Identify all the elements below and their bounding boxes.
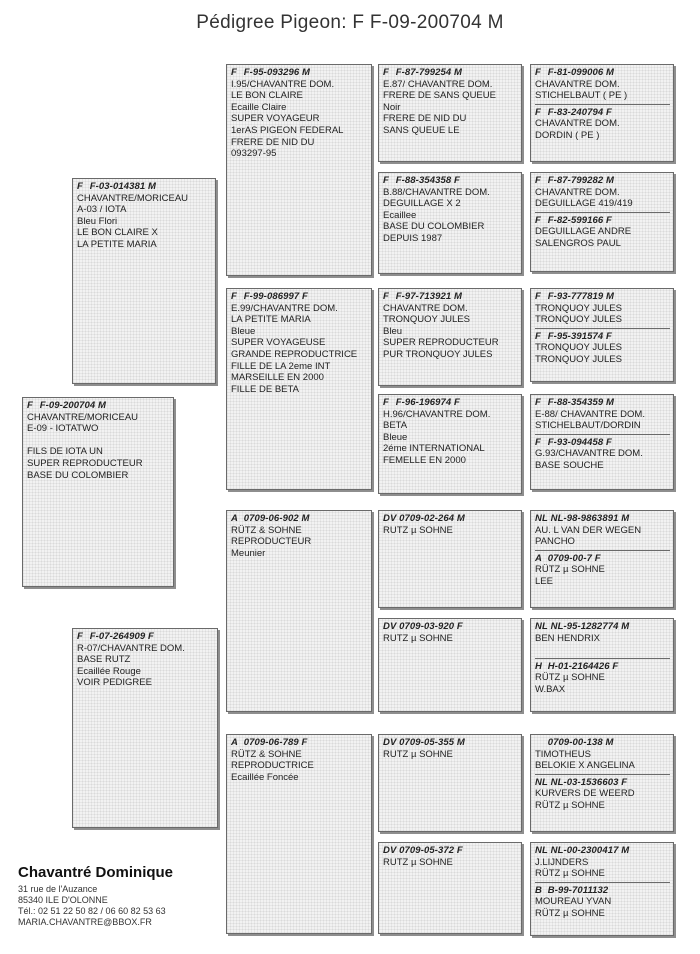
ring-id: 0709-00-138 M xyxy=(547,737,614,748)
sire-sire-sire-card xyxy=(378,64,522,162)
dam-sire-dam-card xyxy=(378,618,522,712)
ring-id: F-93-094458 F xyxy=(547,436,612,448)
ring-id: F-95-391574 F xyxy=(547,330,612,342)
pedigree-line: LE BON CLAIRE X xyxy=(77,227,158,239)
pedigree-line: AU. L VAN DER WEGEN xyxy=(535,524,642,536)
pedigree-line: SUPER VOYAGEUSE xyxy=(231,337,326,349)
sire-card xyxy=(72,178,216,384)
ring-number xyxy=(535,215,670,227)
ring-number xyxy=(535,331,670,343)
country-code: F xyxy=(535,175,541,186)
pedigree-line: BASE RUTZ xyxy=(77,654,131,666)
country-code: A xyxy=(231,737,238,748)
ancestor-section xyxy=(535,212,670,250)
breeder-contact xyxy=(18,864,173,928)
ancestor-section xyxy=(535,550,670,588)
pedigree-line: SUPER VOYAGEUR xyxy=(231,113,320,125)
pedigree-line: 2éme INTERNATIONAL xyxy=(383,443,485,455)
pedigree-line: G.93/CHAVANTRE DOM. xyxy=(535,448,643,460)
pedigree-line: RUTZ µ SOHNE xyxy=(383,524,453,536)
pedigree-line: TRONQUOY JULES xyxy=(535,353,622,365)
ring-id: F-03-014381 M xyxy=(89,181,157,192)
sire-dam-sire-card xyxy=(378,288,522,386)
ring-number xyxy=(383,737,518,749)
ring-number xyxy=(77,181,212,193)
pedigree-line: RÜTZ & SOHNE xyxy=(231,748,302,760)
pedigree-line: CHAVANTRE/MORICEAU xyxy=(77,192,189,204)
ancestor-section xyxy=(535,774,670,812)
pedigree-line: A-03 / IOTA xyxy=(77,204,127,216)
ring-id: 0709-06-789 F xyxy=(243,737,308,748)
pedigree-line: RÜTZ µ SOHNE xyxy=(535,907,605,919)
pedigree-line: FILLE DE BETA xyxy=(231,383,299,395)
pedigree-line: DEGUILLAGE X 2 xyxy=(383,198,461,210)
ancestor-section xyxy=(535,882,670,920)
ring-id: 0709-02-264 M xyxy=(399,513,465,524)
pedigree-line: CHAVANTRE DOM. xyxy=(535,186,620,198)
ring-number xyxy=(383,621,518,633)
pedigree-line: CHAVANTRE DOM. xyxy=(535,118,620,130)
ring-id: 0709-05-372 F xyxy=(399,845,463,856)
pedigree-line: PUR TRONQUOY JULES xyxy=(383,348,493,360)
pedigree-line: KURVERS DE WEERD xyxy=(535,788,635,800)
pedigree-line: STICHELBAUT/DORDIN xyxy=(535,420,641,432)
pedigree-line: BEN HENDRIX xyxy=(535,632,600,644)
great-grandparents-card-5 xyxy=(530,510,674,608)
ring-number xyxy=(383,845,518,857)
pedigree-line: TIMOTHEUS xyxy=(535,748,591,760)
pedigree-line: TRONQUOY JULES xyxy=(535,314,622,326)
ring-id: NL-98-9863891 M xyxy=(550,513,630,524)
ring-number xyxy=(383,397,518,409)
country-code: F xyxy=(27,400,33,411)
ring-id: F-93-777819 M xyxy=(547,291,615,302)
ring-id: F-97-713921 M xyxy=(395,291,463,302)
pedigree-line: Bleue xyxy=(231,325,256,337)
pedigree-line: FEMELLE EN 2000 xyxy=(383,454,466,466)
ancestor-section xyxy=(535,434,670,472)
sire-sire-card xyxy=(226,64,372,276)
country-code: F xyxy=(535,67,541,78)
pedigree-line: CHAVANTRE/MORICEAU xyxy=(27,411,139,423)
breeder-city: 85340 ILE D'OLONNE xyxy=(18,895,108,905)
pedigree-line: E.87/ CHAVANTRE DOM. xyxy=(383,78,493,90)
pedigree-line: MOUREAU YVAN xyxy=(535,896,612,908)
ring-number xyxy=(535,845,670,857)
sire-sire-dam-card xyxy=(378,172,522,274)
pedigree-line: DEGUILLAGE ANDRE xyxy=(535,226,632,238)
breeder-email: MARIA.CHAVANTRE@BBOX.FR xyxy=(18,917,152,927)
dam-sire-sire-card xyxy=(378,510,522,608)
page-title: Pédigree Pigeon: F F-09-200704 M xyxy=(196,12,504,33)
pedigree-line: 1erAS PIGEON FEDERAL xyxy=(231,124,344,136)
country-code: F xyxy=(535,436,541,448)
ring-number xyxy=(231,737,368,749)
ring-number xyxy=(535,513,670,525)
pedigree-line: Bleu Flori xyxy=(77,215,118,227)
dam-dam-card xyxy=(226,734,372,934)
ring-number xyxy=(535,777,670,789)
pedigree-line: DORDIN ( PE ) xyxy=(535,129,600,141)
ring-id: F-95-093296 M xyxy=(243,67,311,78)
ring-id: F-87-799282 M xyxy=(547,175,615,186)
pedigree-line: SUPER REPRODUCTEUR xyxy=(27,457,143,469)
ancestor-section xyxy=(535,104,670,142)
pedigree-line: LE BON CLAIRE xyxy=(231,90,303,102)
ring-id: F-99-086997 F xyxy=(243,291,308,302)
pedigree-line: SANS QUEUE LE xyxy=(383,124,460,136)
breeder-address: 31 rue de l'Auzance xyxy=(18,884,98,894)
pedigree-line xyxy=(535,644,670,656)
ring-number xyxy=(383,291,518,303)
pedigree-line: MARSEILLE EN 2000 xyxy=(231,372,324,384)
country-code: DV xyxy=(383,513,397,524)
country-code: F xyxy=(383,397,389,408)
pedigree-line: GRANDE REPRODUCTRICE xyxy=(231,348,358,360)
pedigree-line: BASE DU COLOMBIER xyxy=(27,469,129,481)
breeder-name: Chavantré Dominique xyxy=(18,864,174,881)
pedigree-line: I.95/CHAVANTRE DOM. xyxy=(231,78,335,90)
ring-number xyxy=(77,631,214,643)
ring-id: F-87-799254 M xyxy=(395,67,463,78)
pedigree-line: TRONQUOY JULES xyxy=(535,342,622,354)
country-code: DV xyxy=(383,845,397,856)
pedigree-line: RUTZ µ SOHNE xyxy=(383,856,453,868)
ring-number xyxy=(535,621,670,633)
ring-id: F-81-099006 M xyxy=(547,67,615,78)
country-code: A xyxy=(535,552,542,564)
pedigree-line: RÜTZ & SOHNE xyxy=(231,524,302,536)
pedigree-line: LA PETITE MARIA xyxy=(77,238,157,250)
pedigree-line: CHAVANTRE DOM. xyxy=(535,78,620,90)
ring-number xyxy=(535,291,670,303)
pedigree-line: REPRODUCTEUR xyxy=(231,536,312,548)
sire-dam-dam-card xyxy=(378,394,522,494)
country-code: NL xyxy=(535,845,548,856)
ring-number xyxy=(383,513,518,525)
pedigree-line: CHAVANTRE DOM. xyxy=(383,302,468,314)
ring-number xyxy=(535,737,670,749)
great-grandparents-card-6 xyxy=(530,618,674,712)
pedigree-line: H.96/CHAVANTRE DOM. xyxy=(383,408,491,420)
ring-id: H-01-2164426 F xyxy=(547,660,619,672)
ring-number xyxy=(535,661,670,673)
pedigree-line: RÜTZ µ SOHNE xyxy=(535,868,605,880)
country-code: NL xyxy=(535,513,548,524)
ring-id: F-09-200704 M xyxy=(39,400,107,411)
country-code: B xyxy=(535,884,542,896)
ring-id: B-99-7011132 xyxy=(547,884,609,896)
ancestor-section xyxy=(535,291,670,326)
country-code: DV xyxy=(383,737,397,748)
ring-id: F-88-354358 F xyxy=(395,175,460,186)
ring-id: 0709-03-920 F xyxy=(399,621,463,632)
great-grandparents-card-4 xyxy=(530,394,674,490)
pedigree-line: B.88/CHAVANTRE DOM. xyxy=(383,186,490,198)
country-code: F xyxy=(231,291,237,302)
country-code: F xyxy=(535,106,541,118)
dam-dam-dam-card xyxy=(378,842,522,934)
pedigree-line: RÜTZ µ SOHNE xyxy=(535,672,605,684)
ring-id: F-82-599166 F xyxy=(547,214,612,226)
pedigree-line: RÜTZ µ SOHNE xyxy=(535,799,605,811)
pedigree-line: SUPER REPRODUCTEUR xyxy=(383,337,499,349)
pedigree-line: Ecaillée Rouge xyxy=(77,665,141,677)
ancestor-section xyxy=(535,328,670,366)
country-code: H xyxy=(535,660,542,672)
country-code: NL xyxy=(535,776,548,788)
ring-id: F-88-354359 M xyxy=(547,397,615,408)
pedigree-line: BASE SOUCHE xyxy=(535,459,604,471)
pedigree-line: FRERE DE NID DU xyxy=(383,113,467,125)
country-code: F xyxy=(535,214,541,226)
ancestor-section xyxy=(535,397,670,432)
ring-number xyxy=(535,67,670,79)
great-grandparents-card-7 xyxy=(530,734,674,832)
pedigree-line: E.99/CHAVANTRE DOM. xyxy=(231,302,338,314)
pedigree-line: FILLE DE LA 2eme INT xyxy=(231,360,331,372)
pedigree-line: E-09 - IOTATWO xyxy=(27,423,99,435)
country-code: F xyxy=(77,631,83,642)
ring-number xyxy=(27,400,170,412)
subject-card xyxy=(22,397,174,587)
country-code: F xyxy=(383,291,389,302)
pedigree-line: BASE DU COLOMBIER xyxy=(383,221,485,233)
ring-id: NL-00-2300417 M xyxy=(550,845,630,856)
pedigree-line: BELOKIE X ANGELINA xyxy=(535,760,635,772)
ancestor-section xyxy=(535,845,670,880)
ancestor-section xyxy=(535,513,670,548)
pedigree-line: VOIR PEDIGREE xyxy=(77,677,152,689)
sire-dam-card xyxy=(226,288,372,490)
pedigree-line: DEGUILLAGE 419/419 xyxy=(535,198,633,210)
ring-number xyxy=(383,67,518,79)
pedigree-line: RUTZ µ SOHNE xyxy=(383,632,453,644)
country-code: DV xyxy=(383,621,397,632)
country-code: NL xyxy=(535,621,548,632)
country-code: F xyxy=(535,397,541,408)
country-code: F xyxy=(383,67,389,78)
pedigree-line: TRONQUOY JULES xyxy=(383,314,470,326)
ring-id: F-07-264909 F xyxy=(89,631,154,642)
ring-number xyxy=(231,513,368,525)
country-code: F xyxy=(383,175,389,186)
country-code: A xyxy=(231,513,238,524)
pedigree-line: E-88/ CHAVANTRE DOM. xyxy=(535,408,645,420)
pedigree-line: PANCHO xyxy=(535,536,575,548)
pedigree-line: Bleu xyxy=(383,325,403,337)
ring-id: 0709-05-355 M xyxy=(399,737,465,748)
pedigree-line: RUTZ µ SOHNE xyxy=(383,748,453,760)
country-code: F xyxy=(231,67,237,78)
pedigree-line xyxy=(27,435,170,447)
ring-number xyxy=(231,67,368,79)
ancestor-section xyxy=(535,67,670,102)
ring-number xyxy=(535,553,670,565)
pedigree-line: TRONQUOY JULES xyxy=(535,302,622,314)
ring-number xyxy=(383,175,518,187)
dam-card xyxy=(72,628,218,828)
ring-id: 0709-06-902 M xyxy=(243,513,310,524)
ring-id: NL-95-1282774 M xyxy=(550,621,630,632)
dam-sire-card xyxy=(226,510,372,712)
ancestor-section xyxy=(535,737,670,772)
ring-id: 0709-00-7 F xyxy=(547,552,601,564)
pedigree-line: LEE xyxy=(535,575,553,587)
ancestor-section xyxy=(535,658,670,696)
pedigree-line: STICHELBAUT ( PE ) xyxy=(535,90,628,102)
ancestor-section xyxy=(535,175,670,210)
pedigree-line: SALENGROS PAUL xyxy=(535,237,621,249)
pedigree-line: Ecaillee xyxy=(383,209,417,221)
great-grandparents-card-2 xyxy=(530,172,674,272)
pedigree-line: FILS DE IOTA UN xyxy=(27,446,103,458)
country-code: F xyxy=(77,181,83,192)
pedigree-line: Ecaille Claire xyxy=(231,101,287,113)
pedigree-line: Noir xyxy=(383,101,401,113)
ring-number xyxy=(535,175,670,187)
pedigree-line: DEPUIS 1987 xyxy=(383,232,443,244)
pedigree-line: Meunier xyxy=(231,547,266,559)
ring-id: F-83-240794 F xyxy=(547,106,612,118)
pedigree-line: Ecaillée Foncée xyxy=(231,771,299,783)
breeder-phone: Tél.: 02 51 22 50 82 / 06 60 82 53 63 xyxy=(18,906,166,916)
country-code: F xyxy=(535,291,541,302)
great-grandparents-card-8 xyxy=(530,842,674,936)
pedigree-line: 093297-95 xyxy=(231,148,277,160)
pedigree-line: FRERE DE NID DU xyxy=(231,136,315,148)
pedigree-line: REPRODUCTRICE xyxy=(231,760,314,772)
country-code: F xyxy=(535,330,541,342)
pedigree-line: W.BAX xyxy=(535,683,566,695)
ring-number xyxy=(535,885,670,897)
pedigree-line: J.LIJNDERS xyxy=(535,856,589,868)
ring-number xyxy=(231,291,368,303)
pedigree-line: BETA xyxy=(383,420,408,432)
great-grandparents-card-1 xyxy=(530,64,674,162)
pedigree-line: RÜTZ µ SOHNE xyxy=(535,564,605,576)
pedigree-line: R-07/CHAVANTRE DOM. xyxy=(77,642,185,654)
ring-number xyxy=(535,437,670,449)
ring-id: NL-03-1536603 F xyxy=(550,776,628,788)
ring-number xyxy=(535,107,670,119)
pedigree-line: Bleue xyxy=(383,431,408,443)
pedigree-line: FRERE DE SANS QUEUE xyxy=(383,90,496,102)
ring-number xyxy=(535,397,670,409)
great-grandparents-card-3 xyxy=(530,288,674,382)
ancestor-section xyxy=(535,621,670,656)
pedigree-line: LA PETITE MARIA xyxy=(231,314,311,326)
ring-id: F-96-196974 F xyxy=(395,397,460,408)
dam-dam-sire-card xyxy=(378,734,522,832)
